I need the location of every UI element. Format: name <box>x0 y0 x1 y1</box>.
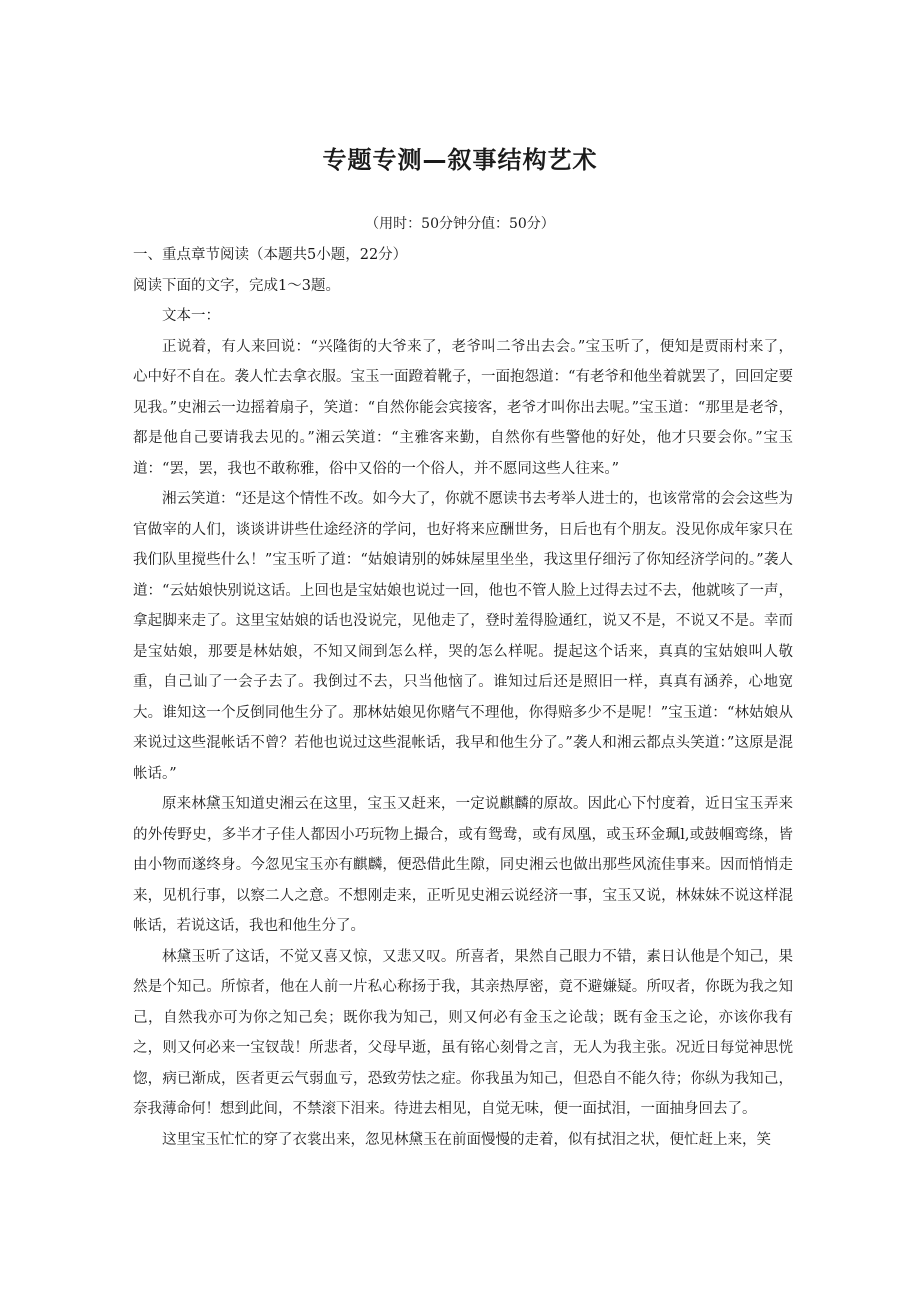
paragraph: 原来林黛玉知道史湘云在这里，宝玉又赶来，一定说麒麟的原故。因此心下忖度着，近日宝玉弄来的外传野史，多半才子佳人都因小巧玩物上撮合，或有鸳鸯，或有凤凰，或玉环金珮l,或鼓帼鸾绦，皆由小物而遂终身。今忽见宝玉亦有麒麟，便恐借此生隙，同史湘云也做出那些风流佳事来。因而悄悄走来，见机行事，以察二人之意。不想刚走来，正听见史湘云说经济一事，宝玉又说，林妹妹不说这样混帐话，若说这话，我也和他生分了。 <box>133 796 793 934</box>
page-title: 专题专测—叙事结构艺术 <box>322 146 598 174</box>
paragraph: 湘云笑道：“还是这个情性不改。如今大了，你就不愿读书去考举人进士的，也该常常的会会这些为官做宰的人们，谈谈讲讲些仕途经济的学问，也好将来应酬世务，日后也有个朋友。没见你成年家只在我们队里搅些什么！”宝玉听了道：“姑娘请别的姊妹屋里坐坐，我这里仔细污了你知经济学问的。”袭人道：“云姑娘快别说这话。上回也是宝姑娘也说过一回，他也不管人脸上过得去过不去，他就咳了一声，拿起脚来走了。这里宝姑娘的话也没说完，见他走了，登时羞得脸通红，说又不是，不说又不是。幸而是宝姑娘，那要是林姑娘，不知又闹到怎么样，哭的怎么样呢。提起这个话来，真真的宝姑娘叫人敬重，自己讪了一会子去了。我倒过不去，只当他恼了。谁知过后还是照旧一样，真真有涵养，心地宽大。谁知这一个反倒同他生分了。那林姑娘见你赌气不理他，你得赔多少不是呢！”宝玉道：“林姑娘从来说过这些混帐话不曾？若他也说过这些混帐话，我早和他生分了。”袭人和湘云都点头笑道：”这原是混帐话。” <box>133 491 793 782</box>
paragraph: 这里宝玉忙忙的穿了衣裳出来，忽见林黛玉在前面慢慢的走着，似有拭泪之状，便忙赶上来，笑 <box>162 1131 771 1148</box>
section-heading: 一、重点章节阅读（本题共5小题，22分） <box>133 247 408 263</box>
document-body <box>133 240 793 1155</box>
reading-instruction: 阅读下面的文字，完成1～3题。 <box>133 277 340 294</box>
paragraph: 林黛玉听了这话，不觉又喜又惊，又悲又叹。所喜者，果然自己眼力不错，素日认他是个知己，果然是个知己。所惊者，他在人前一片私心称扬于我，其亲热厚密，竟不避嫌疑。所叹者，你既为我之知己，自然我亦可为你之知己矣；既你我为知己，则又何必有金玉之论哉；既有金玉之论，亦该你我有之，则又何必来一宝钗哉！所悲者，父母早逝，虽有铭心刻骨之言，无人为我主张。况近日每觉神思恍惚，病已渐成，医者更云气弱血亏，恐致劳怯之症。你我虽为知己，但恐自不能久待；你纵为我知己，奈我薄命何！想到此间，不禁滚下泪来。待进去相见，自觉无味，便一面拭泪，一面抽身回去了。 <box>133 948 793 1117</box>
paragraph: 正说着，有人来回说：“兴隆街的大爷来了，老爷叫二爷出去会。”宝玉听了，便知是贾雨村来了，心中好不自在。袭人忙去拿衣服。宝玉一面蹬着靴子，一面抱怨道：“有老爷和他坐着就罢了，回回定要见我。”史湘云一边摇着扇子，笑道：“自然你能会宾接客，老爷才叫你出去呢。”宝玉道：“那里是老爷，都是他自己要请我去见的。”湘云笑道：“主雅客来勤，自然你有些警他的好处，他才只要会你。”宝玉道：“罢，罢，我也不敢称雅，俗中又俗的一个俗人，并不愿同这些人往来。” <box>133 338 793 477</box>
text-label: 文本一： <box>162 308 220 324</box>
time-score-info: （用时：50分钟分值：50分） <box>365 216 555 232</box>
